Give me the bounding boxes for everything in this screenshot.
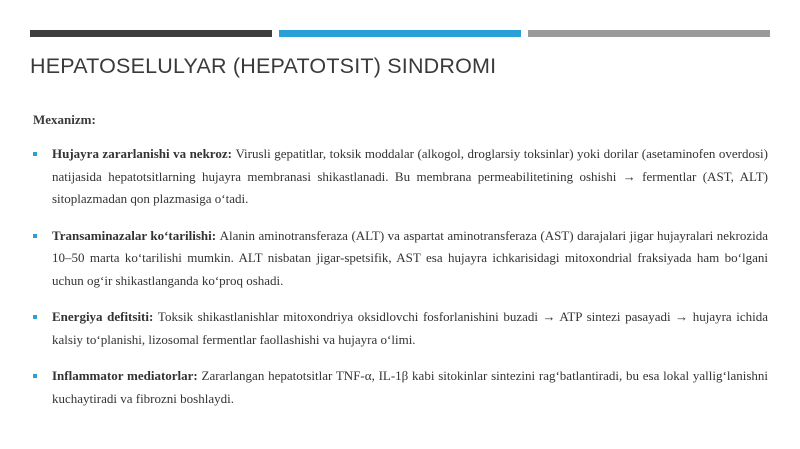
list-item (33, 225, 768, 293)
item-text: Zararlangan hepatotsitlar TNF-α, IL-1β kabi sitokinlar sintezini ragʻbatlantiradi, bu esa lokal yalligʻlanishni kuchaytiradi va fibrozni boshlaydi. (52, 368, 768, 406)
item-term: Energiya defitsiti: (52, 309, 158, 324)
item-term: Transaminazalar koʻtarilishi: (52, 227, 220, 243)
square-bullet-icon (33, 374, 37, 378)
accent-bar-gray (528, 30, 770, 37)
list-item (33, 365, 768, 410)
square-bullet-icon (33, 234, 37, 238)
list-item (33, 306, 768, 351)
accent-bar-dark (30, 30, 272, 37)
item-term: Hujayra zararlanishi va nekroz: (52, 146, 236, 161)
square-bullet-icon (33, 152, 37, 156)
slide-content (33, 112, 768, 424)
item-text: Alanin aminotransferaza (ALT) va aspartat aminotransferaza (AST) darajalari jigar hujayralari nekrozida 10–50 marta koʻtarilishi mumkin. ALT nisbatan jigar-spetsifik, AST esa hujayra ichkarisidagi mitoxondrial fraksiyada ham boʻlgani uchun ogʻir shikastlanganda koʻproq oshadi. (52, 227, 769, 288)
bullet-list (33, 143, 768, 410)
accent-bar-blue (279, 30, 521, 37)
square-bullet-icon (33, 315, 37, 319)
item-term: Inflammator mediatorlar: (52, 368, 202, 383)
item-text: Toksik shikastlanishlar mitoxondriya oksidlovchi fosforlanishini buzadi → ATP sintezi pasayadi → hujayra ichida kalsiy toʻplanishi, lizosomal fermentlar faollashishi va hujayra oʻlimi. (52, 309, 769, 347)
item-text: Virusli gepatitlar, toksik moddalar (alkogol, droglarsiy toksinlar) yoki dorilar (asetaminofen overdosi) natijasida hepatotsitlarning hujayra membranasi shikastlanadi. Bu membrana permeabilitetining oshishi → fermentlar (AST, ALT) sitoplazmadan qon plazmasiga oʻtadi. (52, 146, 768, 206)
slide-title: HEPATOSELULYAR (HEPATOTSIT) SINDROMI (30, 54, 497, 78)
section-heading: Mexanizm: (33, 112, 96, 127)
list-item (33, 143, 768, 211)
